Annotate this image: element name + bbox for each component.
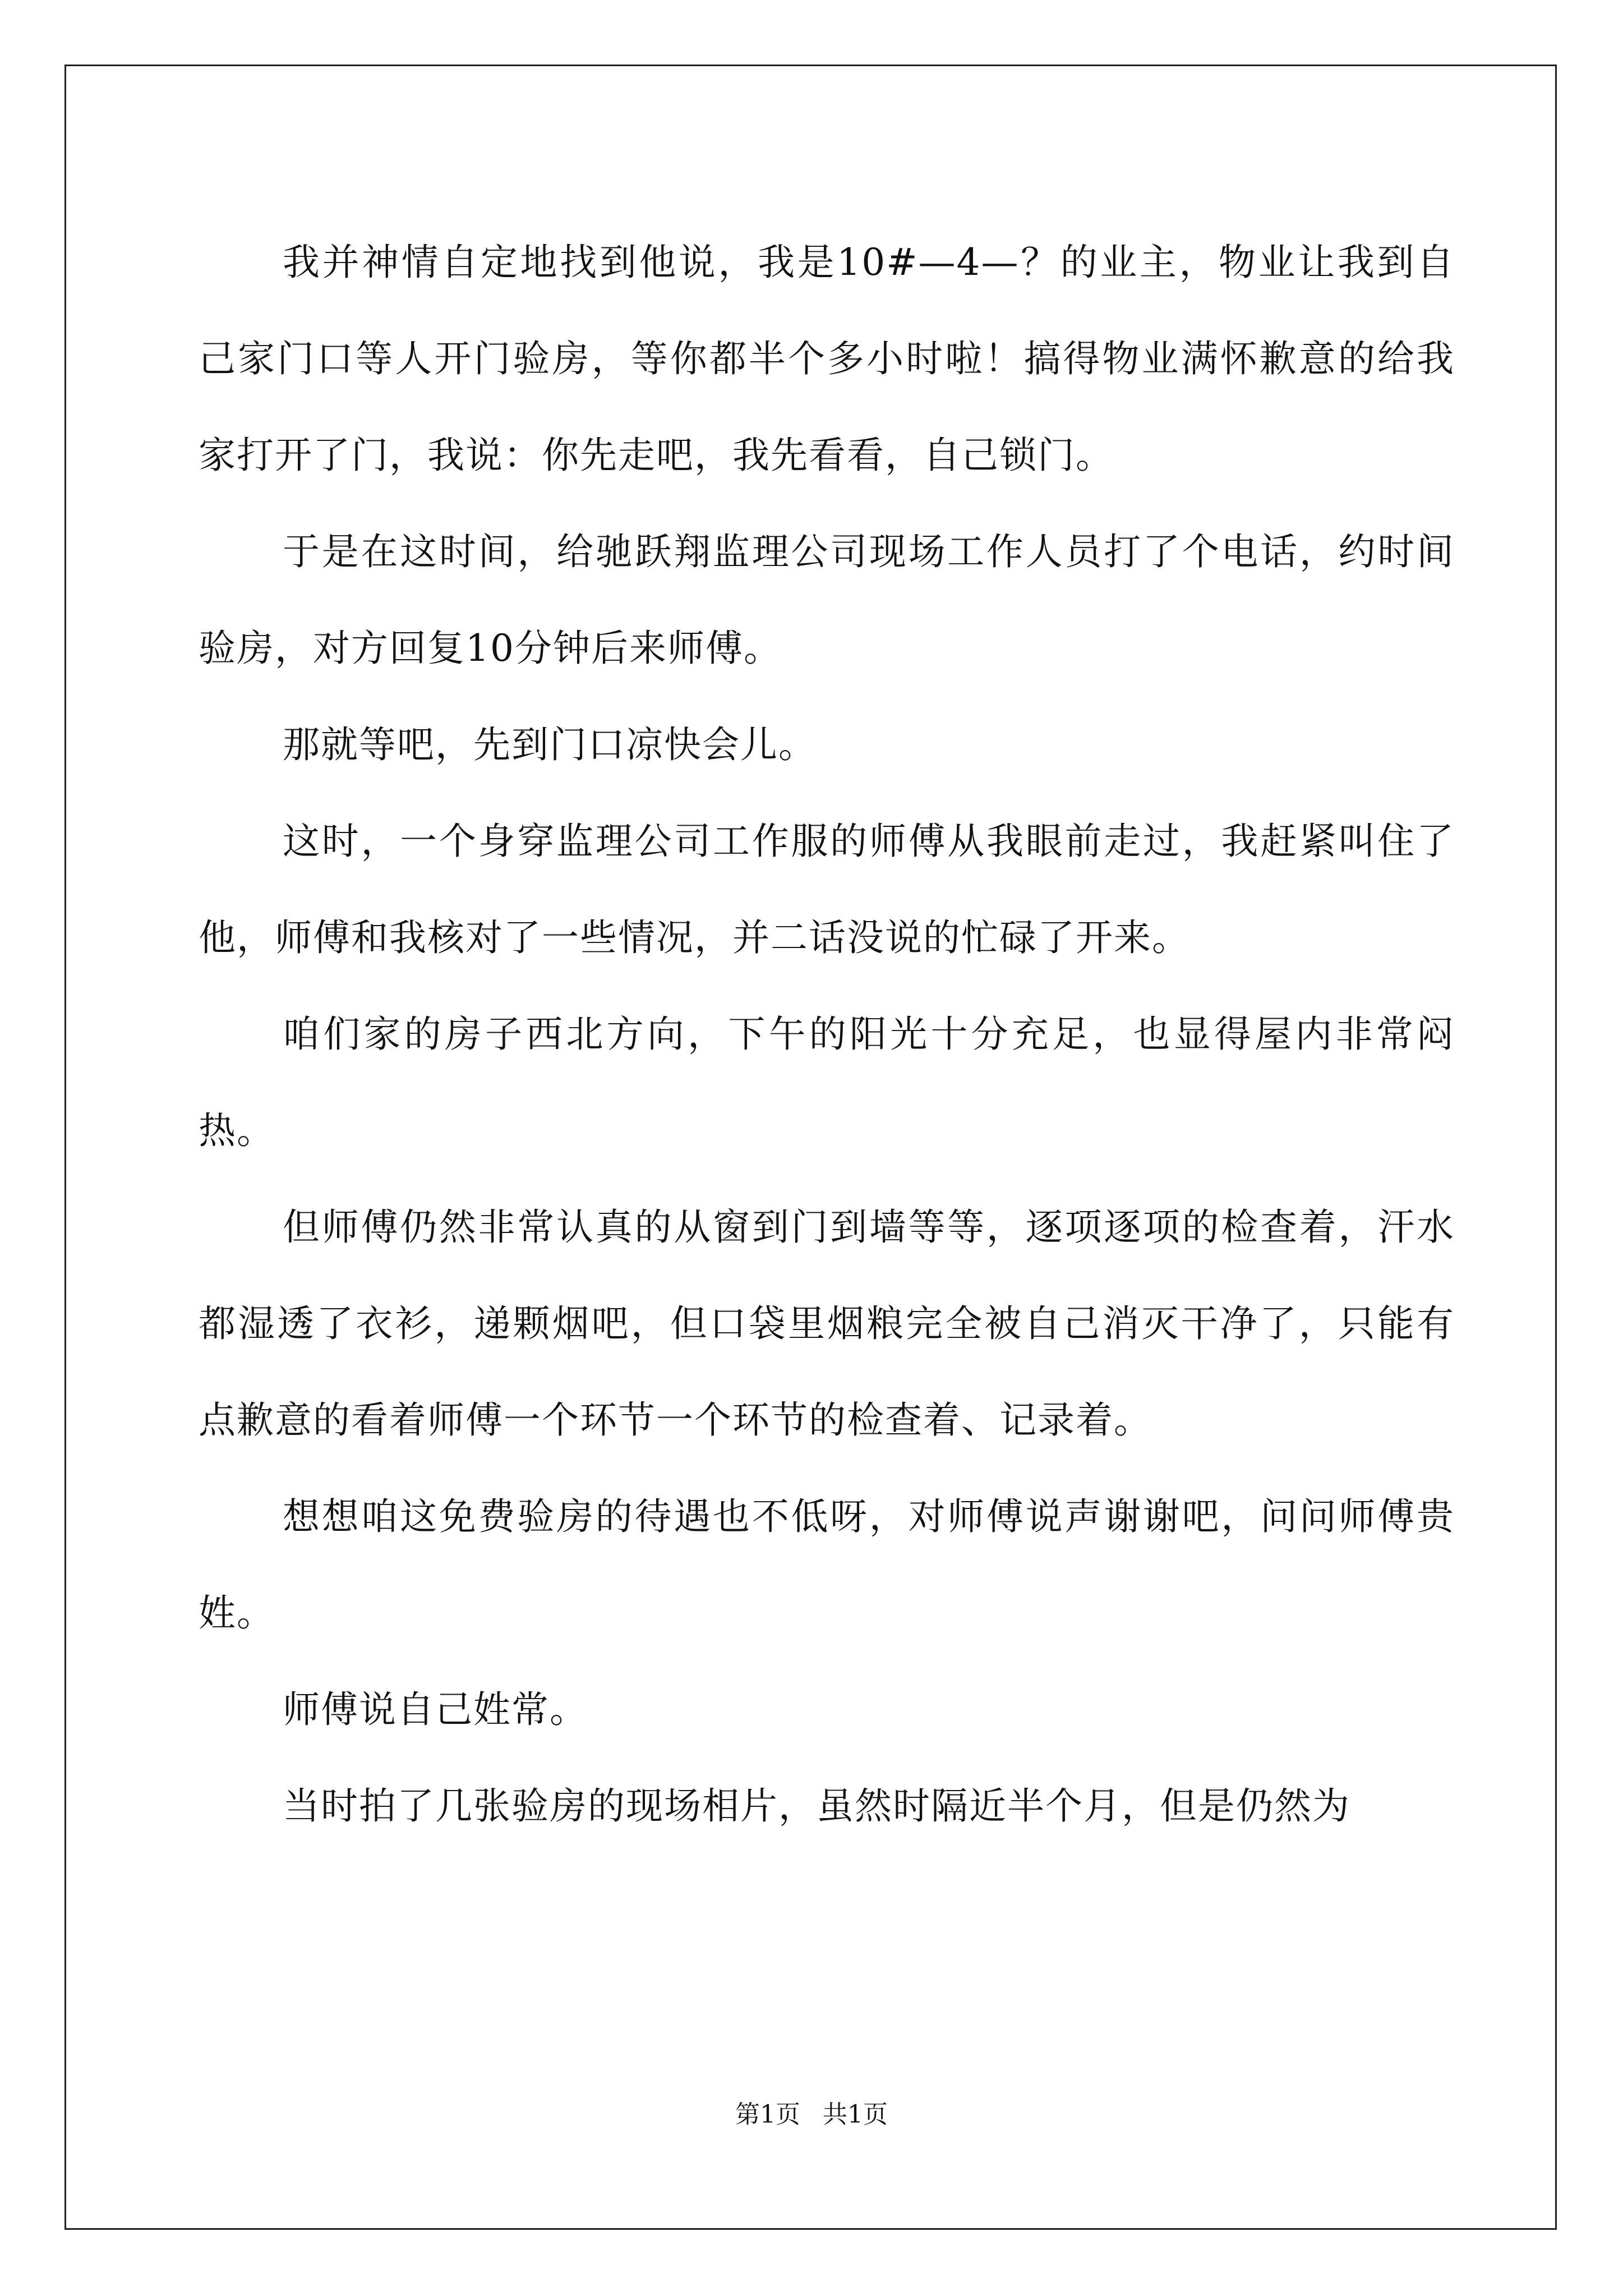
paragraph: 我并神情自定地找到他说，我是10#—4—？的业主，物业让我到自己家门口等人开门验房，等你都半个多小时啦！搞得物业满怀歉意的给我家打开了门，我说：你先走吧，我先看看，自己锁门。 (199, 241, 1455, 477)
paragraph: 那就等吧，先到门口凉快会儿。 (283, 723, 817, 766)
paragraph: 这时，一个身穿监理公司工作服的师傅从我眼前走过，我赶紧叫住了他，师傅和我核对了一些情况，并二话没说的忙碌了开来。 (199, 820, 1455, 959)
paragraph: 咱们家的房子西北方向，下午的阳光十分充足，也显得屋内非常闷热。 (199, 1013, 1455, 1152)
page-number-total: 共1页 (823, 2100, 888, 2129)
page-number-current: 第1页 (735, 2100, 800, 2129)
paragraph: 于是在这时间，给驰跃翔监理公司现场工作人员打了个电话，约时间验房，对方回复10分钟后来师傅。 (199, 530, 1455, 670)
paragraph: 师傅说自己姓常。 (283, 1688, 588, 1731)
page-footer (0, 2098, 1623, 2132)
paragraph: 但师傅仍然非常认真的从窗到门到墙等等，逐项逐项的检查着，汗水都湿透了衣衫，递颗烟吧，但口袋里烟粮完全被自己消灭干净了，只能有点歉意的看着师傅一个环节一个环节的检查着、记录着。 (199, 1205, 1455, 1442)
paragraph: 想想咱这免费验房的待遇也不低呀，对师傅说声谢谢吧，问问师傅贵姓。 (199, 1495, 1455, 1635)
paragraph: 当时拍了几张验房的现场相片，虽然时隔近半个月，但是仍然为 (283, 1784, 1350, 1828)
document-body (199, 214, 1455, 1855)
